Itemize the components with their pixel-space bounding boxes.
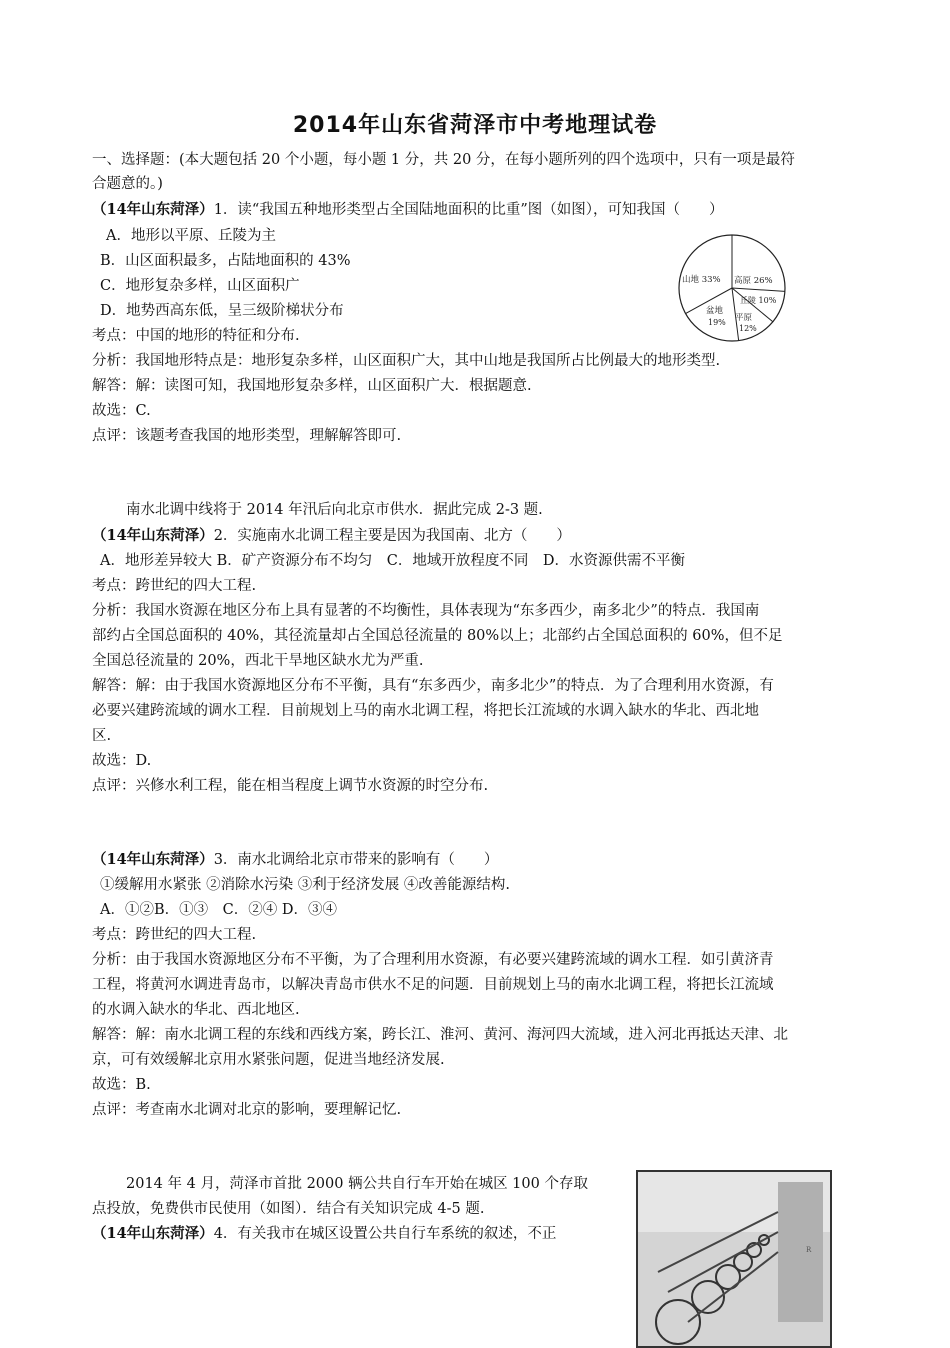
q2-dianping: 点评：兴修水利工程，能在相当程度上调节水资源的时空分布. bbox=[92, 778, 489, 794]
q2-jieda-line1: 解答：解：由于我国水资源地区分布不平衡，具有“东多西少，南多北少”的特点．为了合理利用水资源，有 bbox=[92, 678, 774, 694]
q1-source-tag: （14年山东菏泽） bbox=[92, 201, 214, 218]
pie-label-mountain: 山地 33% bbox=[682, 275, 721, 285]
landform-pie-chart bbox=[676, 232, 788, 344]
q2-stem bbox=[92, 526, 571, 546]
q4-stem bbox=[92, 1224, 556, 1244]
q2-fenxi-line3: 全国总径流量的 20%，西北干旱地区缺水尤为严重. bbox=[92, 653, 424, 669]
q2-source-tag: （14年山东菏泽） bbox=[92, 527, 214, 544]
pie-label-plain-pct: 12% bbox=[739, 324, 757, 333]
q3-jieda-line1: 解答：解：南水北调工程的东线和西线方案，跨长江、淮河、黄河、海河四大流域，进入河北再抵达天津、北 bbox=[92, 1027, 788, 1043]
q1-option-c: C．地形复杂多样，山区面积广 bbox=[100, 278, 300, 294]
q3-fenxi-line2: 工程，将黄河水调进青岛市，以解决青岛市供水不足的问题．目前规划上马的南水北调工程，将把长江流域 bbox=[92, 977, 774, 993]
pie-label-plain-name: 平原 bbox=[735, 313, 753, 323]
q3-stem-text: 3．南水北调给北京市带来的影响有（ ） bbox=[213, 852, 499, 868]
public-bicycle-photo bbox=[636, 1170, 832, 1348]
svg-text:R: R bbox=[806, 1246, 812, 1254]
section-instructions-line2: 合题意的。) bbox=[92, 176, 163, 192]
pie-label-hills: 丘陵 10% bbox=[740, 296, 777, 305]
q2-options: A．地形差异较大 B．矿产资源分布不均匀 C．地域开放程度不同 D．水资源供需不平衡 bbox=[100, 553, 685, 569]
q3-dianping: 点评：考查南水北调对北京的影响，要理解记忆. bbox=[92, 1102, 402, 1118]
q4-source-tag: （14年山东菏泽） bbox=[92, 1225, 214, 1242]
pie-label-basin-name: 盆地 bbox=[706, 306, 724, 316]
q1-option-a: A．地形以平原、丘陵为主 bbox=[106, 228, 276, 244]
q2-fenxi-line2: 部约占全国总面积的 40%，其径流量却占全国总径流量的 80%以上；北部约占全国总面积的 60%，但不足 bbox=[92, 628, 783, 644]
q2-kaodian: 考点：跨世纪的四大工程. bbox=[92, 578, 257, 594]
q3-fenxi-line3: 的水调入缺水的华北、西北地区. bbox=[92, 1002, 300, 1018]
q3-answer: 故选：B. bbox=[92, 1077, 151, 1093]
q2-jieda-line3: 区. bbox=[92, 728, 112, 744]
intro-q4-5-line1: 2014 年 4 月，菏泽市首批 2000 辆公共自行车开始在城区 100 个存取 bbox=[126, 1176, 588, 1192]
q3-options: A．①②B．①③ C．②④ D．③④ bbox=[100, 902, 337, 918]
page-title: 2014年山东省菏泽市中考地理试卷 bbox=[292, 113, 658, 138]
q3-kaodian: 考点：跨世纪的四大工程. bbox=[92, 927, 257, 943]
q1-fenxi: 分析：我国地形特点是：地形复杂多样，山区面积广大，其中山地是我国所占比例最大的地形类型. bbox=[92, 353, 721, 369]
q1-answer: 故选：C. bbox=[92, 403, 151, 419]
q1-jieda: 解答：解：读图可知，我国地形复杂多样，山区面积广大．根据题意. bbox=[92, 378, 532, 394]
q3-jieda-line2: 京，可有效缓解北京用水紧张问题，促进当地经济发展. bbox=[92, 1052, 445, 1068]
q3-fenxi-line1: 分析：由于我国水资源地区分布不平衡，为了合理利用水资源，有必要兴建跨流域的调水工程．如引黄济青 bbox=[92, 952, 774, 968]
q1-option-b: B．山区面积最多，占陆地面积的 43% bbox=[100, 253, 351, 269]
q2-fenxi-line1: 分析：我国水资源在地区分布上具有显著的不均衡性，具体表现为“东多西少，南多北少”的特点．我国南 bbox=[92, 603, 760, 619]
q1-dianping: 点评：该题考查我国的地形类型，理解解答即可. bbox=[92, 428, 402, 444]
q3-source-tag: （14年山东菏泽） bbox=[92, 851, 214, 868]
q2-jieda-line2: 必要兴建跨流域的调水工程．目前规划上马的南水北调工程，将把长江流域的水调入缺水的华北、西北地 bbox=[92, 703, 759, 719]
q1-option-d: D．地势西高东低，呈三级阶梯状分布 bbox=[100, 303, 344, 319]
intro-q2-3: 南水北调中线将于 2014 年汛后向北京市供水．据此完成 2-3 题. bbox=[126, 502, 543, 518]
q2-stem-text: 2．实施南水北调工程主要是因为我国南、北方（ ） bbox=[213, 528, 571, 544]
q1-kaodian: 考点：中国的地形的特征和分布. bbox=[92, 328, 300, 344]
bicycle-rack-image bbox=[638, 1172, 830, 1346]
q1-stem-text: 1．读“我国五种地形类型占全国陆地面积的比重”图（如图），可知我国（ ） bbox=[213, 202, 724, 218]
q3-items: ①缓解用水紧张 ②消除水污染 ③利于经济发展 ④改善能源结构. bbox=[100, 877, 510, 893]
section-instructions-line1: 一、选择题：(本大题包括 20 个小题，每小题 1 分，共 20 分，在每小题所列的四个选项中，只有一项是最符 bbox=[92, 152, 795, 168]
q1-stem bbox=[92, 200, 724, 220]
pie-label-basin-pct: 19% bbox=[708, 318, 726, 327]
q2-answer: 故选：D. bbox=[92, 753, 152, 769]
pie-label-plateau: 高原 26% bbox=[734, 276, 773, 286]
intro-q4-5-line2: 点投放，免费供市民使用（如图）．结合有关知识完成 4-5 题. bbox=[92, 1201, 485, 1217]
q4-stem-text: 4．有关我市在城区设置公共自行车系统的叙述，不正 bbox=[213, 1226, 557, 1242]
q3-stem bbox=[92, 850, 498, 870]
